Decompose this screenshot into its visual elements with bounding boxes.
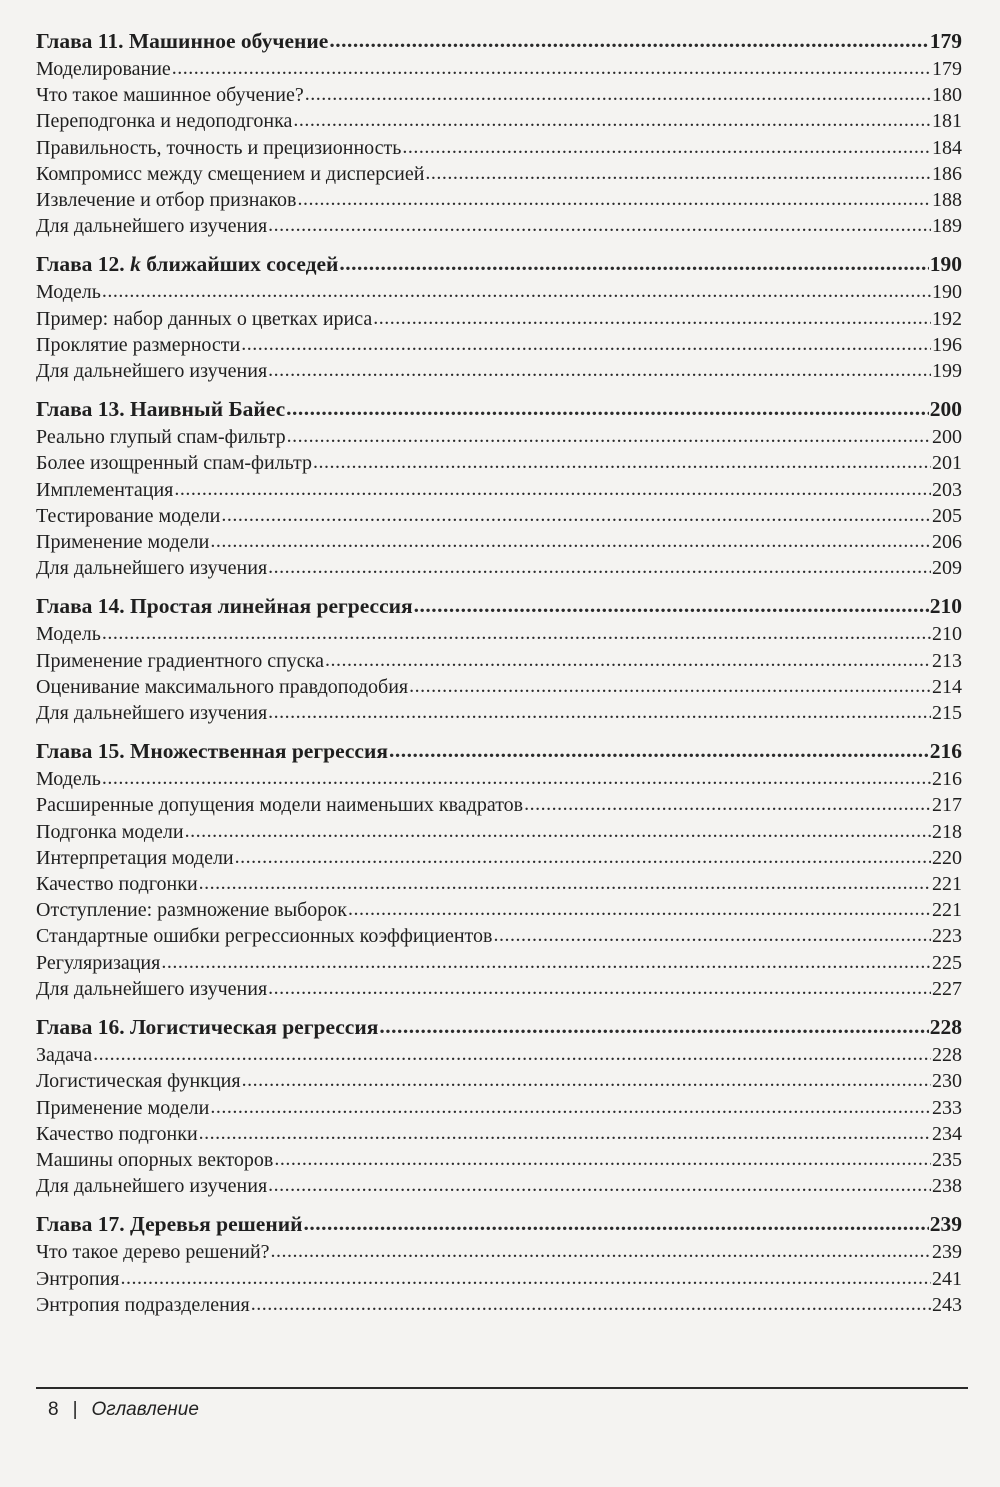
dot-leader bbox=[210, 528, 931, 554]
entry-title: Проклятие размерности bbox=[36, 333, 241, 356]
entry-page: 213 bbox=[932, 649, 962, 672]
dot-leader bbox=[121, 1265, 932, 1291]
chapter-title: Глава 11. Машинное обучение bbox=[36, 29, 329, 53]
toc-entry bbox=[36, 56, 962, 82]
page-number: 8 bbox=[48, 1399, 59, 1420]
dot-leader bbox=[242, 1067, 931, 1093]
dot-leader bbox=[102, 620, 931, 646]
entry-title: Переподгонка и недоподгонка bbox=[36, 110, 293, 133]
entry-page: 184 bbox=[932, 136, 962, 159]
entry-page: 235 bbox=[932, 1148, 962, 1171]
entry-page: 238 bbox=[932, 1175, 962, 1198]
dot-leader bbox=[348, 896, 931, 922]
entry-title: Подгонка модели bbox=[36, 820, 184, 843]
toc-entry bbox=[36, 82, 962, 108]
chapter-heading bbox=[36, 28, 962, 55]
dot-leader bbox=[268, 975, 931, 1001]
entry-title: Для дальнейшего изучения bbox=[36, 215, 268, 238]
entry-page: 218 bbox=[932, 820, 962, 843]
chapter-17 bbox=[36, 1211, 962, 1318]
dot-leader bbox=[313, 449, 931, 475]
toc-entry bbox=[36, 1068, 962, 1094]
entry-title: Применение модели bbox=[36, 1096, 210, 1119]
entry-title: Качество подгонки bbox=[36, 873, 198, 896]
entry-title: Задача bbox=[36, 1044, 93, 1067]
dot-leader bbox=[199, 1120, 931, 1146]
dot-leader bbox=[210, 1094, 931, 1120]
entry-title: Стандартные ошибки регрессионных коэффициентов bbox=[36, 925, 493, 948]
toc-entry bbox=[36, 1121, 962, 1147]
dot-leader bbox=[102, 278, 931, 304]
toc-entry bbox=[36, 358, 962, 384]
chapter-title: Глава 16. Логистическая регрессия bbox=[36, 1015, 379, 1040]
entry-title: Оценивание максимального правдоподобия bbox=[36, 675, 409, 698]
entry-title: Извлечение и отбор признаков bbox=[36, 189, 297, 212]
chapter-title: Глава 13. Наивный Байес bbox=[36, 397, 286, 422]
toc-entry bbox=[36, 1147, 962, 1173]
entry-page: 216 bbox=[932, 768, 962, 791]
dot-leader bbox=[268, 554, 931, 580]
entry-page: 189 bbox=[932, 215, 962, 238]
toc-entry bbox=[36, 674, 962, 700]
entry-page: 210 bbox=[932, 623, 962, 646]
entry-page: 239 bbox=[932, 1241, 962, 1264]
entry-page: 220 bbox=[932, 846, 962, 869]
entry-title: Что такое машинное обучение? bbox=[36, 84, 304, 107]
dot-leader bbox=[329, 27, 928, 54]
dot-leader bbox=[235, 844, 931, 870]
dot-leader bbox=[241, 331, 931, 357]
dot-leader bbox=[102, 765, 931, 791]
dot-leader bbox=[409, 673, 931, 699]
entry-title: Качество подгонки bbox=[36, 1122, 198, 1145]
entry-title: Реально глупый спам-фильтр bbox=[36, 426, 286, 449]
dot-leader bbox=[274, 1146, 931, 1172]
entry-title: Регуляризация bbox=[36, 951, 161, 974]
entry-title: Расширенные допущения модели наименьших квадратов bbox=[36, 794, 524, 817]
toc-entry bbox=[36, 108, 962, 134]
toc-entry bbox=[36, 187, 962, 213]
toc-entry bbox=[36, 1266, 962, 1292]
entry-page: 217 bbox=[932, 794, 962, 817]
chapter-12 bbox=[36, 251, 962, 384]
toc-entry bbox=[36, 819, 962, 845]
entry-title: Для дальнейшего изучения bbox=[36, 360, 268, 383]
chapter-title: Глава 14. Простая линейная регрессия bbox=[36, 594, 413, 619]
toc-entry bbox=[36, 792, 962, 818]
chapter-13 bbox=[36, 396, 962, 581]
dot-leader bbox=[389, 737, 929, 764]
dot-leader bbox=[268, 699, 931, 725]
dot-leader bbox=[414, 592, 929, 619]
footer-title: Оглавление bbox=[91, 1399, 199, 1420]
entry-page: 179 bbox=[932, 58, 962, 80]
entry-title: Применение градиентного спуска bbox=[36, 649, 324, 672]
entry-page: 233 bbox=[932, 1096, 962, 1119]
entry-title: Интерпретация модели bbox=[36, 846, 234, 869]
entry-page: 215 bbox=[932, 702, 962, 725]
entry-page: 234 bbox=[932, 1122, 962, 1145]
toc-entry bbox=[36, 450, 962, 476]
entry-page: 200 bbox=[932, 426, 962, 449]
toc-entry bbox=[36, 503, 962, 529]
entry-page: 190 bbox=[932, 281, 962, 304]
entry-title: Более изощренный спам-фильтр bbox=[36, 452, 313, 475]
entry-page: 205 bbox=[932, 504, 962, 527]
chapter-page: 216 bbox=[929, 739, 962, 764]
entry-page: 225 bbox=[932, 951, 962, 974]
dot-leader bbox=[251, 1291, 931, 1317]
entry-page: 243 bbox=[932, 1293, 962, 1316]
chapter-14 bbox=[36, 593, 962, 726]
dot-leader bbox=[524, 791, 931, 817]
entry-page: 241 bbox=[932, 1267, 962, 1290]
chapter-heading bbox=[36, 251, 962, 278]
toc-entry bbox=[36, 976, 962, 1002]
toc-entry bbox=[36, 306, 962, 332]
dot-leader bbox=[93, 1041, 931, 1067]
dot-leader bbox=[185, 818, 931, 844]
dot-leader bbox=[268, 212, 931, 238]
toc-entry bbox=[36, 845, 962, 871]
entry-title: Машины опорных векторов bbox=[36, 1148, 274, 1171]
entry-title: Правильность, точность и прецизионность bbox=[36, 136, 402, 159]
entry-title: Пример: набор данных о цветках ириса bbox=[36, 307, 373, 330]
page-footer bbox=[48, 1399, 199, 1421]
entry-page: 192 bbox=[932, 307, 962, 330]
dot-leader bbox=[305, 81, 931, 107]
footer-rule bbox=[36, 1387, 968, 1389]
entry-title: Модель bbox=[36, 281, 101, 304]
table-of-contents bbox=[36, 28, 962, 1330]
entry-title: Отступление: размножение выборок bbox=[36, 899, 348, 922]
dot-leader bbox=[172, 55, 931, 81]
toc-entry bbox=[36, 1095, 962, 1121]
chapter-heading bbox=[36, 1211, 962, 1238]
entry-title: Модель bbox=[36, 623, 101, 646]
chapter-page: 190 bbox=[929, 252, 962, 277]
toc-entry bbox=[36, 871, 962, 897]
dot-leader bbox=[325, 647, 931, 673]
chapter-page: 239 bbox=[929, 1212, 962, 1237]
dot-leader bbox=[287, 423, 931, 449]
toc-entry bbox=[36, 529, 962, 555]
dot-leader bbox=[493, 922, 931, 948]
entry-page: 209 bbox=[932, 557, 962, 580]
toc-entry bbox=[36, 279, 962, 305]
entry-page: 186 bbox=[932, 162, 962, 185]
dot-leader bbox=[161, 949, 931, 975]
chapter-11 bbox=[36, 28, 962, 239]
toc-entry bbox=[36, 477, 962, 503]
chapter-heading bbox=[36, 1014, 962, 1041]
dot-leader bbox=[199, 870, 931, 896]
entry-page: 180 bbox=[932, 84, 962, 107]
entry-title: Что такое дерево решений? bbox=[36, 1241, 270, 1264]
chapter-page: 210 bbox=[929, 594, 962, 619]
toc-entry bbox=[36, 424, 962, 450]
entry-page: 188 bbox=[932, 189, 962, 212]
toc-entry bbox=[36, 161, 962, 187]
dot-leader bbox=[293, 107, 931, 133]
entry-title: Энтропия подразделения bbox=[36, 1293, 250, 1316]
chapter-page: 200 bbox=[929, 397, 962, 422]
toc-entry bbox=[36, 332, 962, 358]
entry-title: Логистическая функция bbox=[36, 1070, 241, 1093]
entry-page: 227 bbox=[932, 977, 962, 1000]
chapter-page: 228 bbox=[929, 1015, 962, 1040]
entry-title: Для дальнейшего изучения bbox=[36, 702, 268, 725]
dot-leader bbox=[425, 160, 931, 186]
toc-entry bbox=[36, 1042, 962, 1068]
toc-entry bbox=[36, 135, 962, 161]
chapter-heading bbox=[36, 738, 962, 765]
dot-leader bbox=[174, 476, 931, 502]
entry-page: 221 bbox=[932, 899, 962, 922]
chapter-page: 179 bbox=[929, 29, 962, 53]
footer-separator: | bbox=[72, 1399, 78, 1420]
entry-page: 181 bbox=[932, 110, 962, 133]
chapter-16 bbox=[36, 1014, 962, 1199]
entry-page: 230 bbox=[932, 1070, 962, 1093]
chapter-heading bbox=[36, 396, 962, 423]
entry-title: Для дальнейшего изучения bbox=[36, 1175, 268, 1198]
entry-title: Для дальнейшего изучения bbox=[36, 977, 268, 1000]
toc-entry bbox=[36, 648, 962, 674]
dot-leader bbox=[271, 1238, 931, 1264]
entry-page: 214 bbox=[932, 675, 962, 698]
entry-title: Энтропия bbox=[36, 1267, 120, 1290]
entry-page: 203 bbox=[932, 478, 962, 501]
entry-title: Модель bbox=[36, 768, 101, 791]
dot-leader bbox=[304, 1210, 929, 1237]
dot-leader bbox=[268, 1172, 931, 1198]
toc-entry bbox=[36, 1292, 962, 1318]
entry-title: Компромисс между смещением и дисперсией bbox=[36, 162, 425, 185]
dot-leader bbox=[298, 186, 932, 212]
entry-page: 223 bbox=[932, 925, 962, 948]
entry-page: 228 bbox=[932, 1044, 962, 1067]
chapter-15 bbox=[36, 738, 962, 1002]
entry-page: 196 bbox=[932, 333, 962, 356]
chapter-title: Глава 12. k ближайших соседей bbox=[36, 252, 339, 277]
toc-entry bbox=[36, 1173, 962, 1199]
toc-entry bbox=[36, 1239, 962, 1265]
dot-leader bbox=[379, 1013, 928, 1040]
chapter-title: Глава 17. Деревья решений bbox=[36, 1212, 303, 1237]
entry-page: 206 bbox=[932, 531, 962, 554]
dot-leader bbox=[373, 305, 931, 331]
entry-page: 201 bbox=[932, 452, 962, 475]
dot-leader bbox=[339, 250, 928, 277]
toc-entry bbox=[36, 621, 962, 647]
chapter-heading bbox=[36, 593, 962, 620]
toc-entry bbox=[36, 700, 962, 726]
entry-title: Тестирование модели bbox=[36, 504, 221, 527]
chapter-title: Глава 15. Множественная регрессия bbox=[36, 739, 388, 764]
toc-entry bbox=[36, 923, 962, 949]
toc-entry bbox=[36, 897, 962, 923]
entry-title: Для дальнейшего изучения bbox=[36, 557, 268, 580]
dot-leader bbox=[268, 357, 931, 383]
entry-page: 199 bbox=[932, 360, 962, 383]
entry-page: 221 bbox=[932, 873, 962, 896]
entry-title: Моделирование bbox=[36, 58, 171, 80]
dot-leader bbox=[221, 502, 931, 528]
entry-title: Имплементация bbox=[36, 478, 174, 501]
toc-entry bbox=[36, 766, 962, 792]
dot-leader bbox=[286, 395, 929, 422]
entry-title: Применение модели bbox=[36, 531, 210, 554]
toc-entry bbox=[36, 555, 962, 581]
toc-entry bbox=[36, 950, 962, 976]
dot-leader bbox=[402, 134, 931, 160]
toc-entry bbox=[36, 213, 962, 239]
